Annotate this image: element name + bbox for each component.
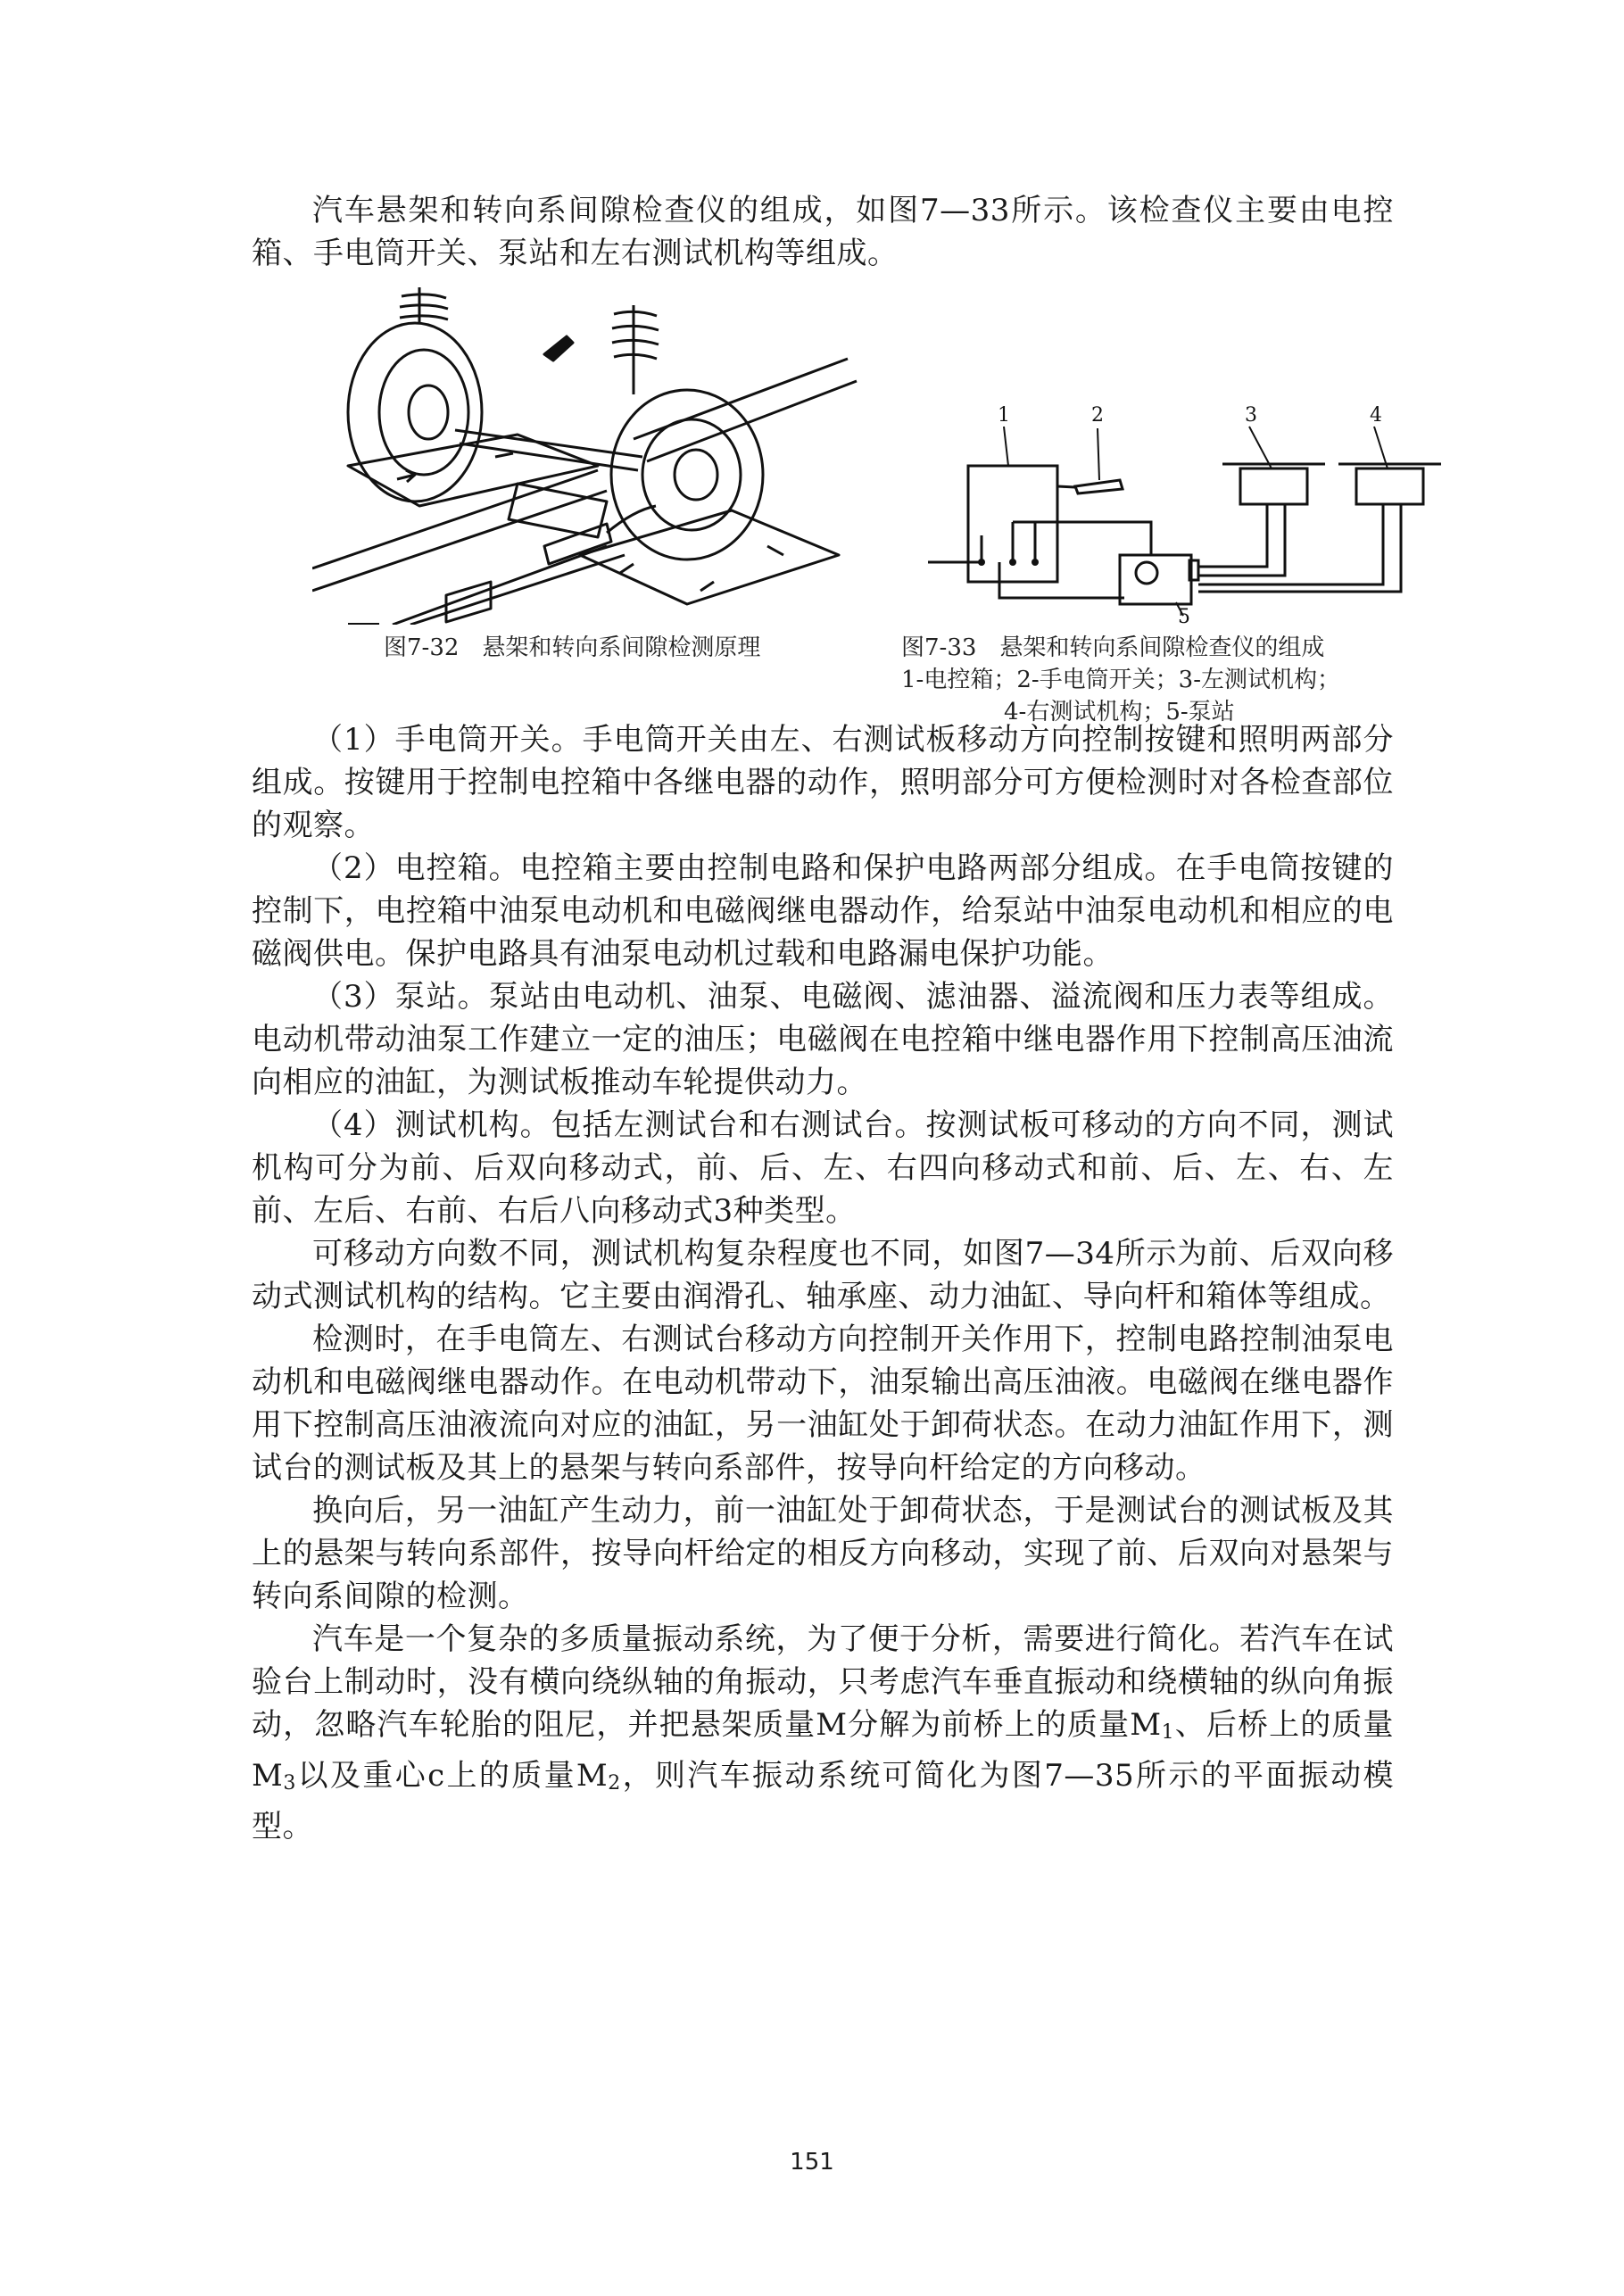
body-text [252,718,1394,1848]
figure-7-32-caption: 图7-32 悬架和转向系间隙检测原理 [384,634,761,661]
paragraph: 汽车悬架和转向系间隙检查仪的组成，如图7—33所示。该检查仪主要由电控箱、手电筒开关、泵站和左右测试机构等组成。 [252,193,1394,271]
paragraph-detection: 检测时，在手电筒左、右测试台移动方向控制开关作用下，控制电路控制油泵电动机和电磁阀继电器动作。在电动机带动下，油泵输出高压油液。电磁阀在继电器作用下控制高压油液流向对应的油缸，另一油缸处于卸荷状态。在动力油缸作用下，测试台的测试板及其上的悬架与转向系部件，按导向杆给定的方向移动。 [252,1322,1394,1486]
right-test-mechanism [1338,464,1441,504]
label-1: 1 [998,404,1010,427]
label-4: 4 [1370,404,1382,427]
paragraph-pump-station: （3）泵站。泵站由电动机、油泵、电磁阀、滤油器、溢流阀和压力表等组成。电动机带动油泵工作建立一定的油压；电磁阀在电控箱中继电器作用下控制高压油流向相应的油缸，为测试板推动车轮提供动力。 [252,979,1394,1100]
figure-7-32-illustration [312,287,928,625]
paragraph-direction-count: 可移动方向数不同，测试机构复杂程度也不同，如图7—34所示为前、后双向移动式测试机构的结构。它主要由润滑孔、轴承座、动力油缸、导向杆和箱体等组成。 [252,1236,1394,1314]
left-test-mechanism [1222,464,1325,504]
right-rail [634,359,857,461]
label-2: 2 [1091,404,1104,427]
figure-7-33-legend-line2: 4-右测试机构；5-泵站 [1004,699,1235,725]
page-number: 151 [790,2149,834,2176]
paragraph-vibration-model: 汽车是一个复杂的多质量振动系统，为了便于分析，需要进行简化。若汽车在试验台上制动时，没有横向绕纵轴的角振动，只考虑汽车垂直振动和绕横轴的纵向角振动，忽略汽车轮胎的阻尼，并把悬架质量M分解为前桥上的质量$M_1$、后桥上的质量$M_3$以及重心c上的质量$M_2$，则汽车振动系统可简化为图7—35所示的平面振动模型。 [252,1621,1394,1844]
right-spring [612,305,659,394]
left-spring [400,287,448,323]
label-5: 5 [1178,606,1190,625]
figure-7-33-legend-line1: 1-电控箱；2-手电筒开关；3-左测试机构； [901,667,1340,693]
label-3: 3 [1245,404,1257,427]
paragraph-control-box: （2）电控箱。电控箱主要由控制电路和保护电路两部分组成。在手电筒按键的控制下，电控箱中油泵电动机和电磁阀继电器动作，给泵站中油泵电动机和相应的电磁阀供电。保护电路具有油泵电动机过载和电路漏电保护功能。 [252,850,1394,972]
paragraph-reversal: 换向后，另一油缸产生动力，前一油缸处于卸荷状态，于是测试台的测试板及其上的悬架与转向系部件，按导向杆给定的相反方向移动，实现了前、后双向对悬架与转向系间隙的检测。 [252,1493,1394,1614]
rear-rail [393,546,625,625]
paragraph-test-mechanism: （4）测试机构。包括左测试台和右测试台。按测试板可移动的方向不同，测试机构可分为前、后双向移动式，前、后、左、右四向移动式和前、后、左、右、左前、左后、右前、右后八向移动式3种类型。 [252,1107,1394,1229]
figure-7-33-caption: 图7-33 悬架和转向系间隙检查仪的组成 [901,634,1325,661]
figure-7-33-diagram [919,402,1441,625]
flashlight-switch [1075,480,1123,493]
intro-text [252,189,1394,275]
paragraph-flashlight-switch: （1）手电筒开关。手电筒开关由左、右测试板移动方向控制按键和照明两部分组成。按键用于控制电控箱中各继电器的动作，照明部分可方便检测时对各检查部位的观察。 [252,722,1394,843]
